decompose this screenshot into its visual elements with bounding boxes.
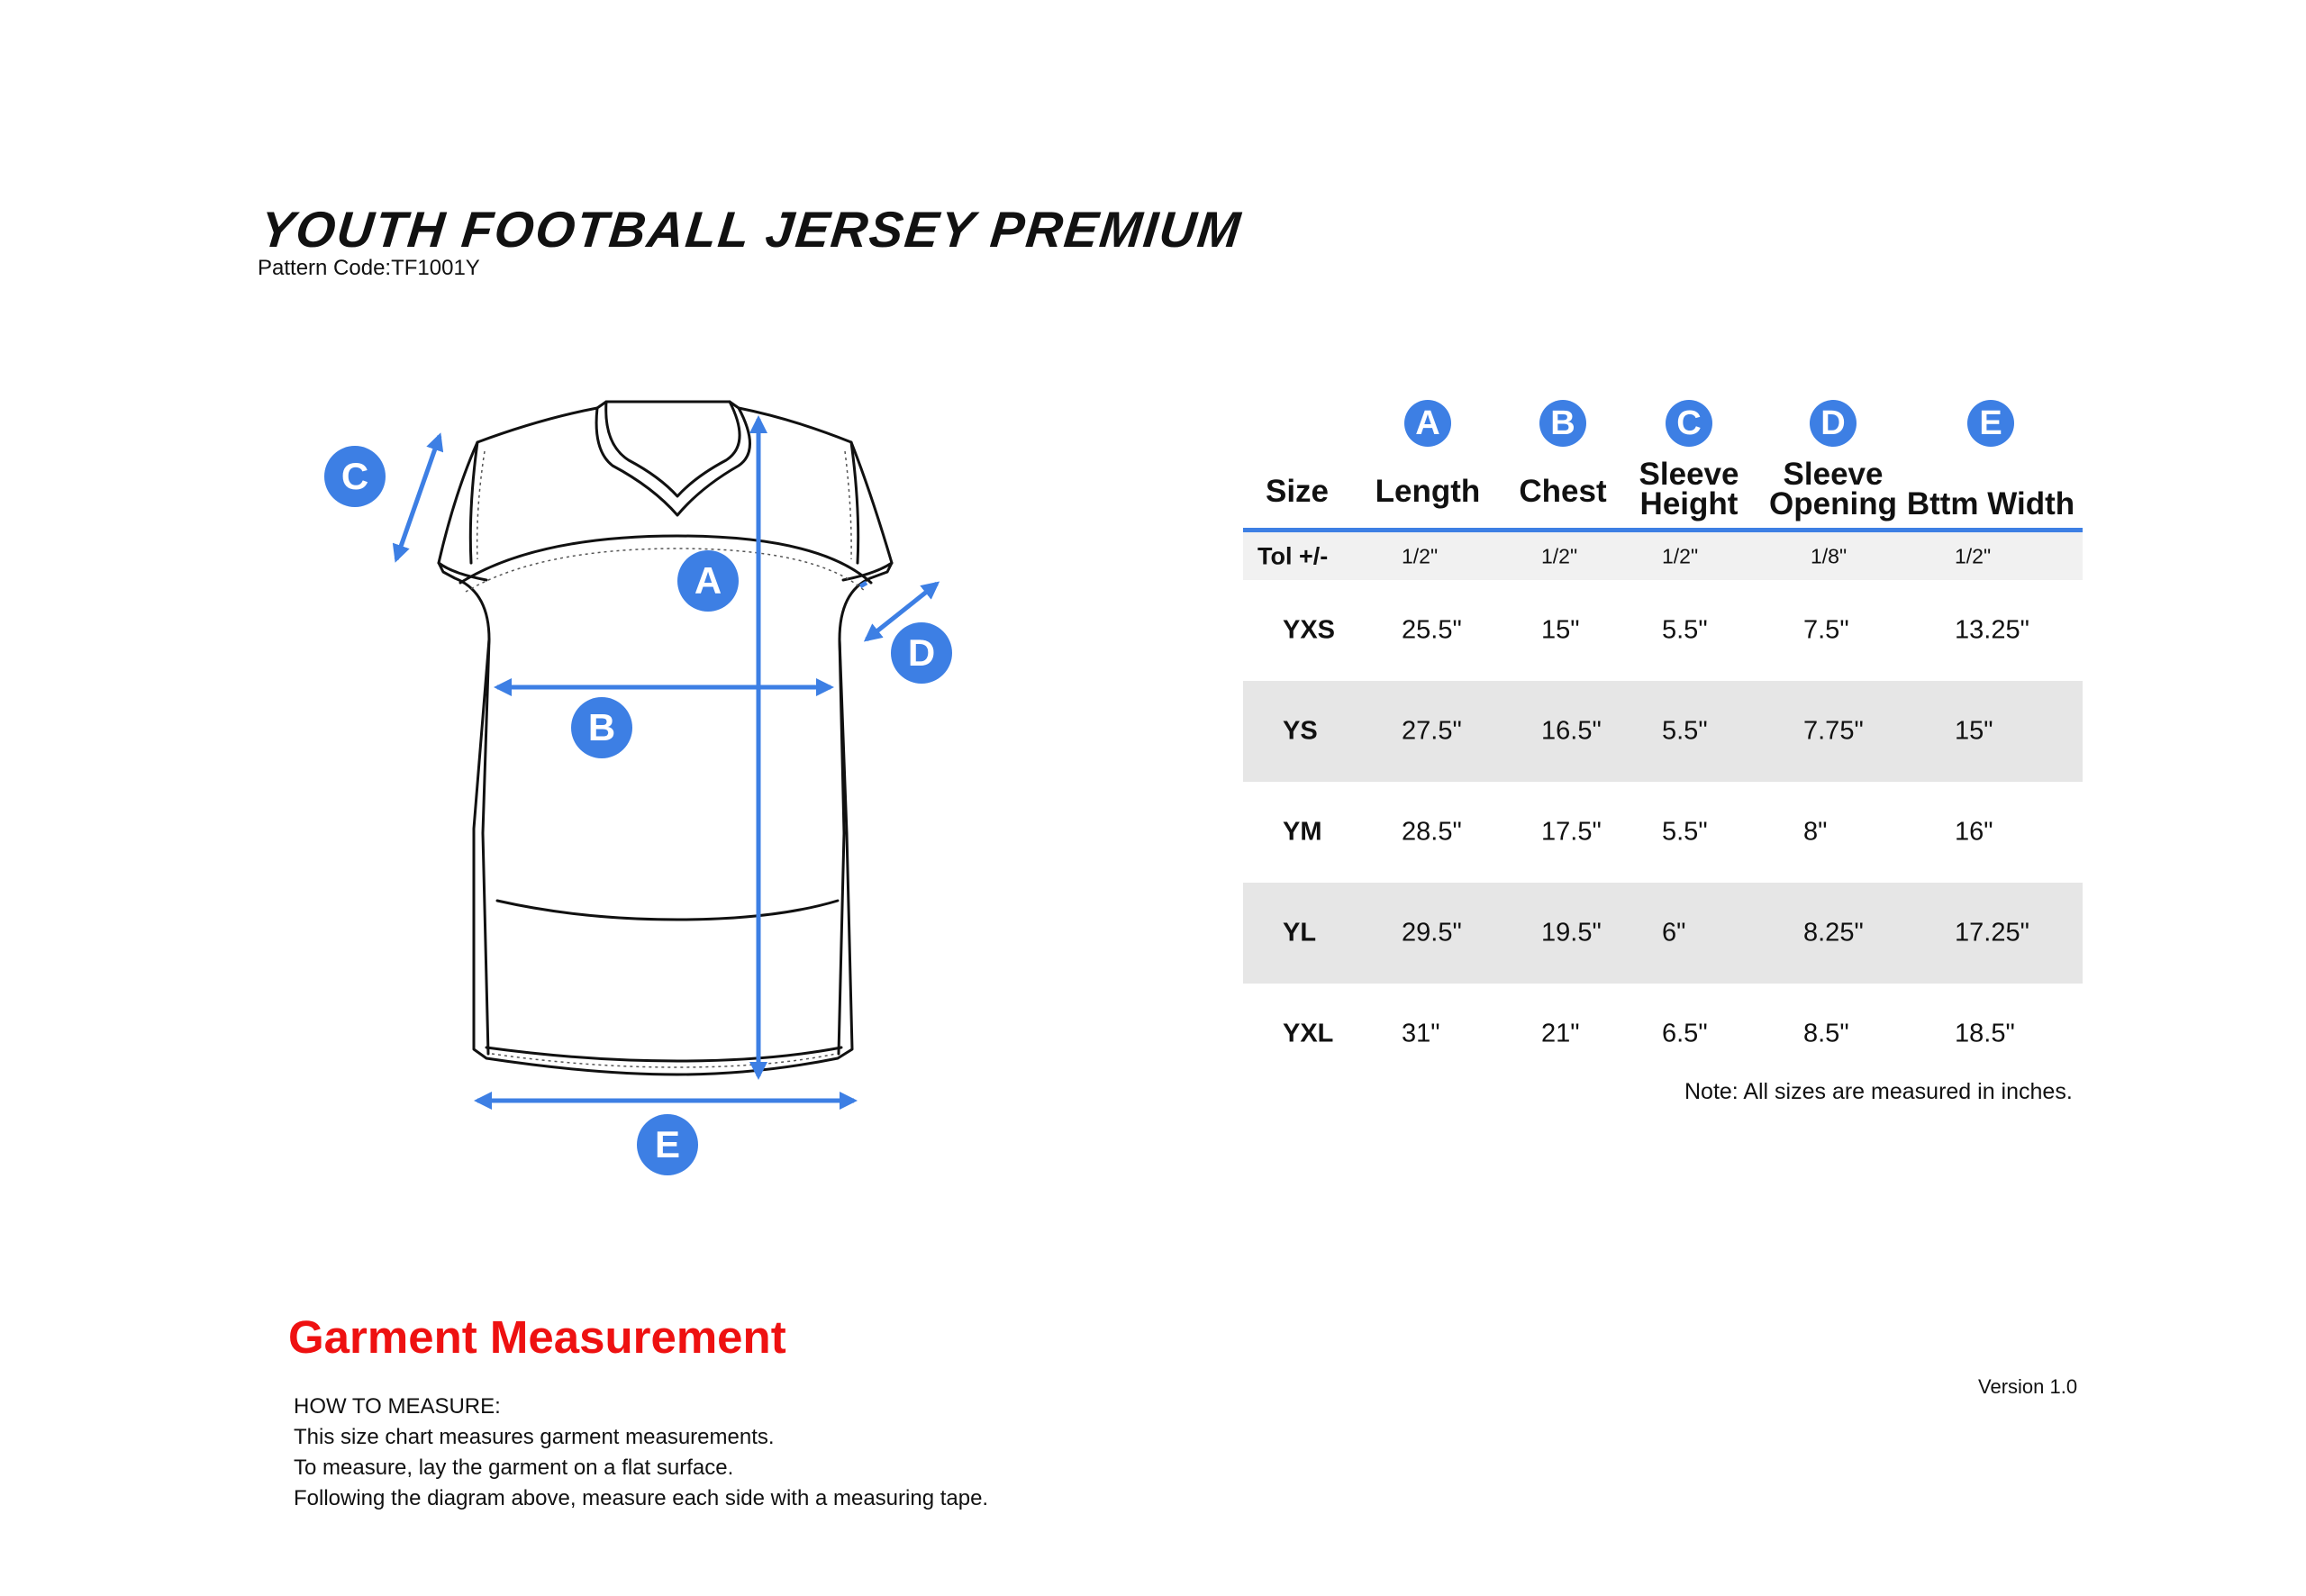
- header-length-label: Length: [1375, 474, 1481, 509]
- table-cell: 5.5": [1662, 716, 1708, 746]
- marker-a: [677, 550, 739, 612]
- table-row: [1243, 580, 2083, 681]
- table-cell: 17.25": [1955, 918, 2029, 948]
- table-cell: 1/2": [1402, 544, 1439, 567]
- table-cell: 5.5": [1662, 615, 1708, 645]
- table-cell: 25.5": [1402, 615, 1462, 645]
- header-bottom-width-label: Bttm Width: [1906, 486, 2075, 521]
- table-cell: 1/8": [1811, 544, 1848, 567]
- table-cell: 6.5": [1662, 1019, 1708, 1048]
- how-to-line: This size chart measures garment measurements.: [294, 1425, 775, 1449]
- table-cell: 16": [1955, 817, 1993, 847]
- size-cell: YXS: [1283, 615, 1336, 645]
- table-cell: 15": [1541, 615, 1580, 645]
- jersey-diagram: [306, 383, 973, 1193]
- table-cell: 21": [1541, 1019, 1580, 1048]
- table-cell: 18.5": [1955, 1019, 2015, 1048]
- how-to-line: Following the diagram above, measure each side with a measuring tape.: [294, 1486, 989, 1510]
- section-title: Garment Measurement: [288, 1311, 786, 1363]
- table-cell: 28.5": [1402, 817, 1462, 847]
- tolerance-row: [1243, 532, 2083, 580]
- header-length: [1360, 396, 1495, 528]
- table-cell: 31": [1402, 1019, 1440, 1048]
- sleeve-opening-arrow: [860, 583, 867, 586]
- marker-c: [324, 446, 386, 507]
- table-cell: 17.5": [1541, 817, 1602, 847]
- table-cell: 1/2": [1955, 544, 1992, 567]
- how-to-measure: [294, 1392, 988, 1514]
- page-title: YOUTH FOOTBALL JERSEY PREMIUM: [258, 201, 1245, 258]
- badge-a: A: [1404, 400, 1451, 447]
- header-sleeve-height-label: Sleeve Height: [1639, 457, 1739, 521]
- svg-text:A: A: [694, 559, 722, 602]
- header-size: [1243, 396, 1351, 528]
- svg-text:D: D: [907, 631, 936, 674]
- table-cell: 1/2": [1541, 544, 1578, 567]
- table-cell: 7.5": [1803, 615, 1849, 645]
- header-chest-label: Chest: [1519, 474, 1607, 509]
- table-cell: 13.25": [1955, 615, 2029, 645]
- size-cell: YXL: [1283, 1019, 1334, 1048]
- badge-e: E: [1967, 400, 2014, 447]
- marker-d: [891, 622, 952, 684]
- badge-c: C: [1666, 400, 1712, 447]
- dotted-stitching: [466, 451, 866, 1067]
- table-row: [1243, 782, 2083, 883]
- table-row: [1243, 681, 2083, 782]
- svg-text:C: C: [340, 455, 369, 497]
- table-cell: 27.5": [1402, 716, 1462, 746]
- table-cell: 16.5": [1541, 716, 1602, 746]
- table-cell: 8.25": [1803, 918, 1864, 948]
- how-to-line: To measure, lay the garment on a flat surface.: [294, 1455, 734, 1480]
- table-cell: 5.5": [1662, 817, 1708, 847]
- units-note: Note: All sizes are measured in inches.: [1684, 1079, 2073, 1104]
- table-cell: 19.5": [1541, 918, 1602, 948]
- table-cell: 8": [1803, 817, 1828, 847]
- jersey-outline: [439, 402, 892, 1075]
- size-cell: YL: [1283, 918, 1317, 948]
- table-cell: 8.5": [1803, 1019, 1849, 1048]
- marker-b: [571, 697, 632, 758]
- version-label: Version 1.0: [1978, 1375, 2078, 1398]
- pattern-code: Pattern Code:TF1001Y: [258, 256, 480, 280]
- table-cell: 6": [1662, 918, 1686, 948]
- size-cell: YS: [1283, 716, 1318, 746]
- table-cell: 7.75": [1803, 716, 1864, 746]
- how-to-heading: HOW TO MEASURE:: [294, 1394, 501, 1419]
- marker-e: [637, 1114, 698, 1175]
- badge-b: B: [1539, 400, 1586, 447]
- svg-text:B: B: [587, 706, 616, 748]
- table-cell: 29.5": [1402, 918, 1462, 948]
- tolerance-label: Tol +/-: [1257, 542, 1329, 569]
- header-sleeve-opening-label: Sleeve Opening: [1769, 457, 1897, 521]
- badge-d: D: [1810, 400, 1857, 447]
- table-header-row: [1243, 396, 2083, 528]
- header-bottom-width: [1901, 396, 2081, 528]
- size-cell: YM: [1283, 817, 1322, 847]
- header-size-label: Size: [1265, 474, 1330, 509]
- table-row: [1243, 883, 2083, 984]
- table-cell: 15": [1955, 716, 1993, 746]
- size-table: [1243, 396, 2083, 1084]
- table-cell: 1/2": [1662, 544, 1699, 567]
- svg-text:E: E: [654, 1123, 681, 1165]
- sleeve-height-arrow: [396, 436, 440, 559]
- table-row: [1243, 984, 2083, 1084]
